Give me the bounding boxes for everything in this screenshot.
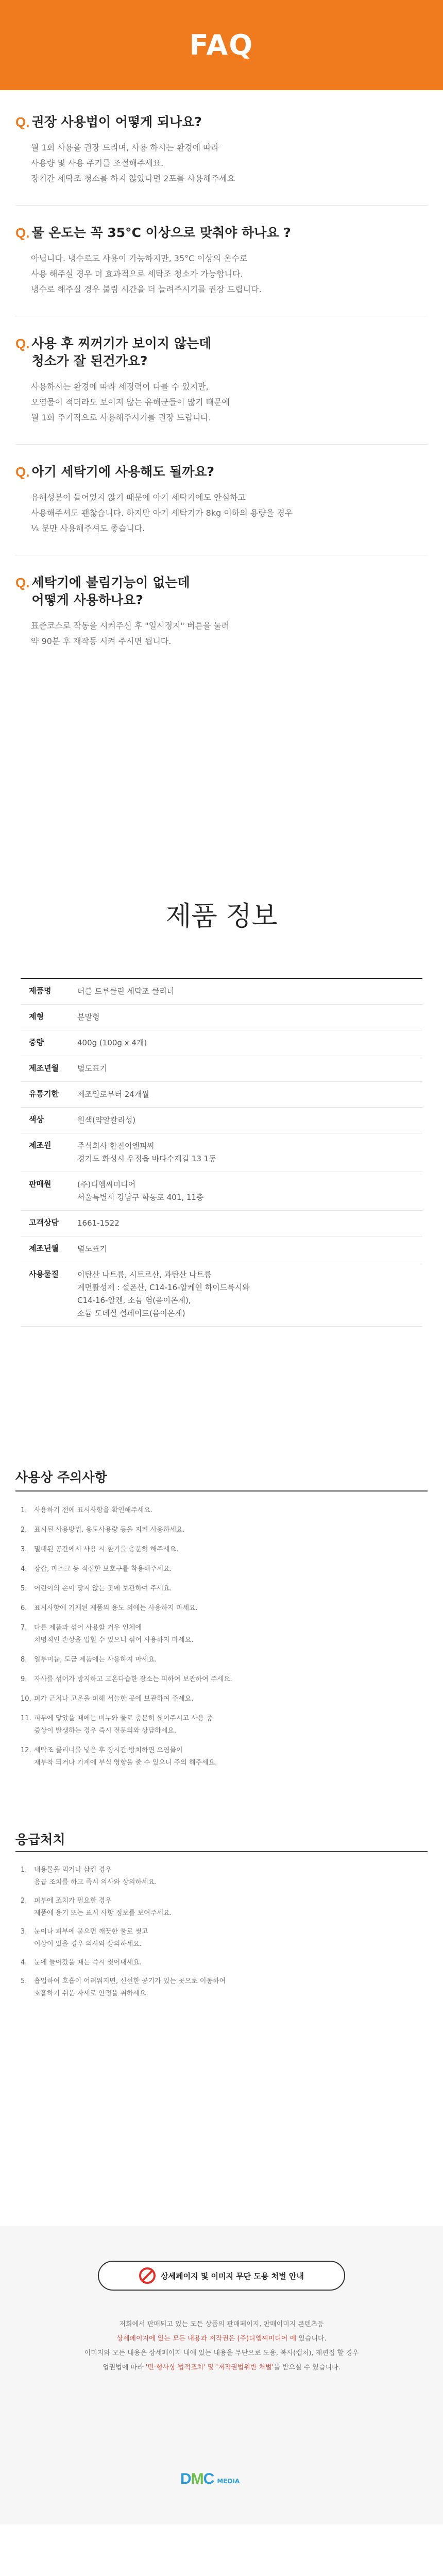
dmc-media-logo [180,2470,240,2488]
q-mark: Q. [15,336,30,351]
faq-question [15,463,428,481]
question-text: 물 온도는 꼭 35°C 이상으로 맞춰야 하나요 ? [31,225,291,240]
product-info-section [0,798,443,1997]
faq-item [0,463,443,536]
row-label: 고객상담 [29,1218,59,1227]
row-value: 더블 트루클린 세탁조 클리너 [77,987,175,996]
list-item [21,1693,422,1705]
item-text: 내용물을 먹거나 삼킨 경우 응급 조치를 하고 즉시 의사와 상의하세요. [34,1866,157,1886]
item-text: 눈에 들어갔을 때는 즉시 씻어내세요. [34,1959,142,1967]
item-text: 피가 근처나 고온을 피해 서늘한 곳에 보관하여 주세요. [34,1695,194,1703]
answer-text: 아닙니다. 냉수로도 사용이 가능하지만, 35°C 이상의 온수로 사용 해주실 경우 더 효과적으로 세탁조 청소가 가능합니다. 냉수로 해주실 경우 불림 시간을 더 늘려주시기를 권장 드립니다. [31,253,262,294]
item-number: 3. [21,1928,27,1936]
row-label: 판매원 [29,1179,52,1189]
answer-text: 표준코스로 작동을 시켜주신 후 "일시정지" 버튼을 눌러 약 90분 후 재작동 시켜 주시면 됩니다. [31,621,230,646]
notice-emphasis: '민·형사상 법적조치' 및 '저작권법위반 처벌' [145,2364,274,2371]
row-label: 제조년월 [29,1063,59,1073]
faq-item [0,335,443,426]
notice-line: 저희에서 판매되고 있는 모든 상품의 판매페이지, 판매이미지 콘텐츠등 [119,2320,324,2328]
logo-letter: D [180,2470,191,2487]
item-text: 밀폐된 공간에서 사용 시 환기를 충분히 해주세요. [34,1546,179,1553]
item-text: 흡입하여 호흡이 어려워지면, 신선한 공기가 있는 곳으로 이동하여 호흡하기 쉬운 자세로 안정을 취하세요. [34,1977,226,1997]
notice-badge-text: 상세페이지 및 이미지 무단 도용 처벌 안내 [161,2271,304,2281]
item-number: 11. [21,1715,31,1722]
logo-letter: M [191,2470,203,2487]
dmc-logo-mark [180,2470,214,2488]
list-item [21,1524,422,1536]
table-row [21,1108,422,1133]
item-number: 1. [21,1506,27,1514]
question-text: 사용 후 찌꺼기가 보이지 않는데 청소가 잘 된건가요? [31,336,212,368]
faq-item [0,224,443,297]
divider [15,444,428,445]
emergency-list [21,1864,422,2006]
list-item [21,1504,422,1517]
row-value: 제조일로부터 24개월 [77,1090,149,1099]
row-value: 1661-1522 [77,1218,120,1228]
table-row [21,1236,422,1262]
row-value: 400g (100g x 4개) [77,1038,147,1047]
item-text: 눈이나 피부에 묻으면 깨끗한 물로 씻고 이상이 있을 경우 의사와 상의하세요. [34,1928,148,1948]
list-item [21,1926,422,1951]
row-value: 주식회사 한진이엔피씨 경기도 화성시 우정읍 바다수제길 13 1동 [77,1141,216,1163]
row-value: 원색(약알칼리성) [77,1115,136,1125]
notice-line [57,2332,386,2346]
notice-line: 이미지와 모든 내용은 상세페이지 내에 있는 내용을 무단으로 도용, 복사(캡처), 재편집 할 경우 [84,2349,359,2357]
notice-badge [98,2261,345,2291]
item-text: 피부에 닿았을 때에는 비누와 물로 충분히 씻어주시고 사용 중 증상이 발생하는 경우 즉시 전문의와 상담하세요. [34,1715,213,1735]
item-number: 1. [21,1866,27,1874]
faq-item [0,113,443,187]
item-number: 8. [21,1656,27,1664]
answer-text: 유해성분이 들어있지 않기 때문에 아기 세탁기에도 안심하고 사용해주셔도 괜찮습니다. 하지만 아기 세탁기가 8kg 이하의 용량을 경우 ⅓ 분만 사용해주셔도 좋습니다. [31,493,293,533]
faq-question [15,113,428,131]
question-text: 권장 사용법이 어떻게 되나요? [31,114,202,129]
list-item [21,1544,422,1556]
row-value: (주)디엠씨미디어 서울특별시 강남구 학동로 401, 11층 [77,1180,204,1202]
notice-text: 을 받으실 수 있습니다. [274,2364,340,2371]
row-value: 분말형 [77,1012,100,1022]
table-row [21,1056,422,1082]
faq-section [0,0,443,783]
answer-text: 사용하시는 환경에 따라 세정력이 다를 수 있지만, 오염물이 적더라도 보이지 않는 유해균들이 많기 때문에 월 1회 주기적으로 사용해주시기를 권장 드립니다. [31,382,230,422]
caution-title: 사용상 주의사항 [15,1470,107,1485]
q-mark: Q. [15,575,30,590]
list-item [21,1654,422,1666]
table-row [21,1262,422,1327]
question-text: 세탁기에 불림기능이 없는데 어떻게 사용하나요? [31,575,190,607]
row-label: 중량 [29,1038,44,1047]
list-item [21,1622,422,1647]
item-text: 세탁조 클리너를 넣은 후 장시간 방치하면 오염물이 재부착 되거나 기계에 부식 영향을 줄 수 있으니 주의 해주세요. [34,1747,217,1767]
item-text: 표시된 사용방법, 용도사용량 등을 지켜 사용하세요. [34,1526,185,1534]
row-label: 유통기한 [29,1089,59,1098]
notice-text: 업권법에 따라 [103,2364,146,2371]
list-item [21,1563,422,1575]
item-number: 7. [21,1624,27,1632]
row-value: 별도표기 [77,1064,107,1073]
table-row [21,1172,422,1211]
row-label: 제형 [29,1012,44,1021]
item-text: 일루미늄, 도금 제품에는 사용하지 마세요. [34,1656,157,1664]
row-label: 사용물질 [29,1269,59,1279]
item-number: 9. [21,1675,27,1683]
item-text: 자사를 섞어가 방지하고 고온다습한 장소는 피하여 보관하여 주세요. [34,1675,232,1683]
notice-emphasis: 상세페이지에 있는 모든 내용과 저작권은 (주)디엠씨미디어 에 [116,2335,297,2343]
item-text: 어린이의 손이 닿지 않는 곳에 보관하여 주세요. [34,1585,172,1592]
notice-text: 있습니다. [296,2335,327,2343]
item-text: 장갑, 마스크 등 적절한 보호구를 착용해주세요. [34,1565,172,1573]
divider [15,205,428,206]
item-number: 2. [21,1897,27,1905]
table-row [21,1133,422,1172]
item-text: 표시사항에 기재된 제품의 용도 외에는 사용하지 마세요. [34,1604,198,1612]
item-number: 12. [21,1747,31,1754]
faq-question [15,335,428,370]
item-text: 사용하기 전에 표시사항을 확인해주세요. [34,1506,153,1514]
list-item [21,1744,422,1769]
item-number: 3. [21,1546,27,1553]
table-row [21,1211,422,1236]
item-number: 4. [21,1959,27,1967]
q-mark: Q. [15,114,30,130]
row-label: 제조원 [29,1141,52,1150]
list-item [21,1583,422,1595]
item-text: 다른 제품과 섞어 사용할 거우 인체에 치명적인 손상을 입힐 수 있으니 섞어 사용하지 마세요. [34,1624,194,1644]
answer-text: 월 1회 사용을 권장 드리며, 사용 하시는 환경에 따라 사용량 및 사용 주기를 조절해주세요. 장기간 세탁조 청소를 하지 않았다면 2포를 사용해주세요 [31,143,235,183]
table-row [21,1082,422,1108]
list-item [21,1895,422,1920]
q-mark: Q. [15,225,30,241]
as-section [0,2568,443,2576]
faq-item [0,574,443,649]
table-row [21,1005,422,1030]
caution-list [21,1504,422,1776]
product-info-table [21,978,422,1327]
item-number: 4. [21,1565,27,1573]
divider [15,1490,428,1492]
notice-line [57,2361,386,2375]
row-label: 제품명 [29,986,52,995]
row-label: 제조년월 [29,1244,59,1253]
list-item [21,1602,422,1615]
faq-title: FAQ [189,29,254,61]
dmc-logo-text: MEDIA [217,2478,240,2485]
row-value: 이탄산 나트륨, 시트르산, 과탄산 나트륨 계면활성제 : 설폰산, C14-16-알케인 하이드록시와 C14-16-알켄, 소듐 염(음이온계), 소듐 도데실 설페이트(음이온계) [77,1270,250,1318]
logo-letter: C [203,2470,214,2487]
question-text: 아기 세탁기에 사용해도 될까요? [31,464,215,479]
row-label: 색상 [29,1115,44,1124]
item-number: 10. [21,1695,31,1703]
list-item [21,1864,422,1889]
item-number: 5. [21,1977,27,1985]
item-number: 5. [21,1585,27,1592]
faq-header [0,0,443,90]
q-mark: Q. [15,464,30,480]
copyright-notice-section [0,2226,443,2524]
faq-question [15,574,428,609]
list-item [21,1957,422,1969]
table-row [21,1030,422,1056]
prohibited-icon [139,2267,156,2284]
emergency-title: 응급처치 [15,1832,65,1847]
item-number: 2. [21,1526,27,1534]
item-number: 6. [21,1604,27,1612]
notice-body [57,2317,386,2375]
list-item [21,1713,422,1737]
divider [15,1851,428,1852]
list-item [21,1673,422,1686]
list-item [21,1975,422,2000]
faq-question [15,224,428,242]
item-text: 피부에 조치가 필요한 경우 제품에 용기 또는 표시 사항 정보를 보여주세요. [34,1897,172,1917]
product-info-title: 제품 정보 [165,901,278,932]
table-row [21,979,422,1005]
row-value: 별도표기 [77,1244,107,1253]
